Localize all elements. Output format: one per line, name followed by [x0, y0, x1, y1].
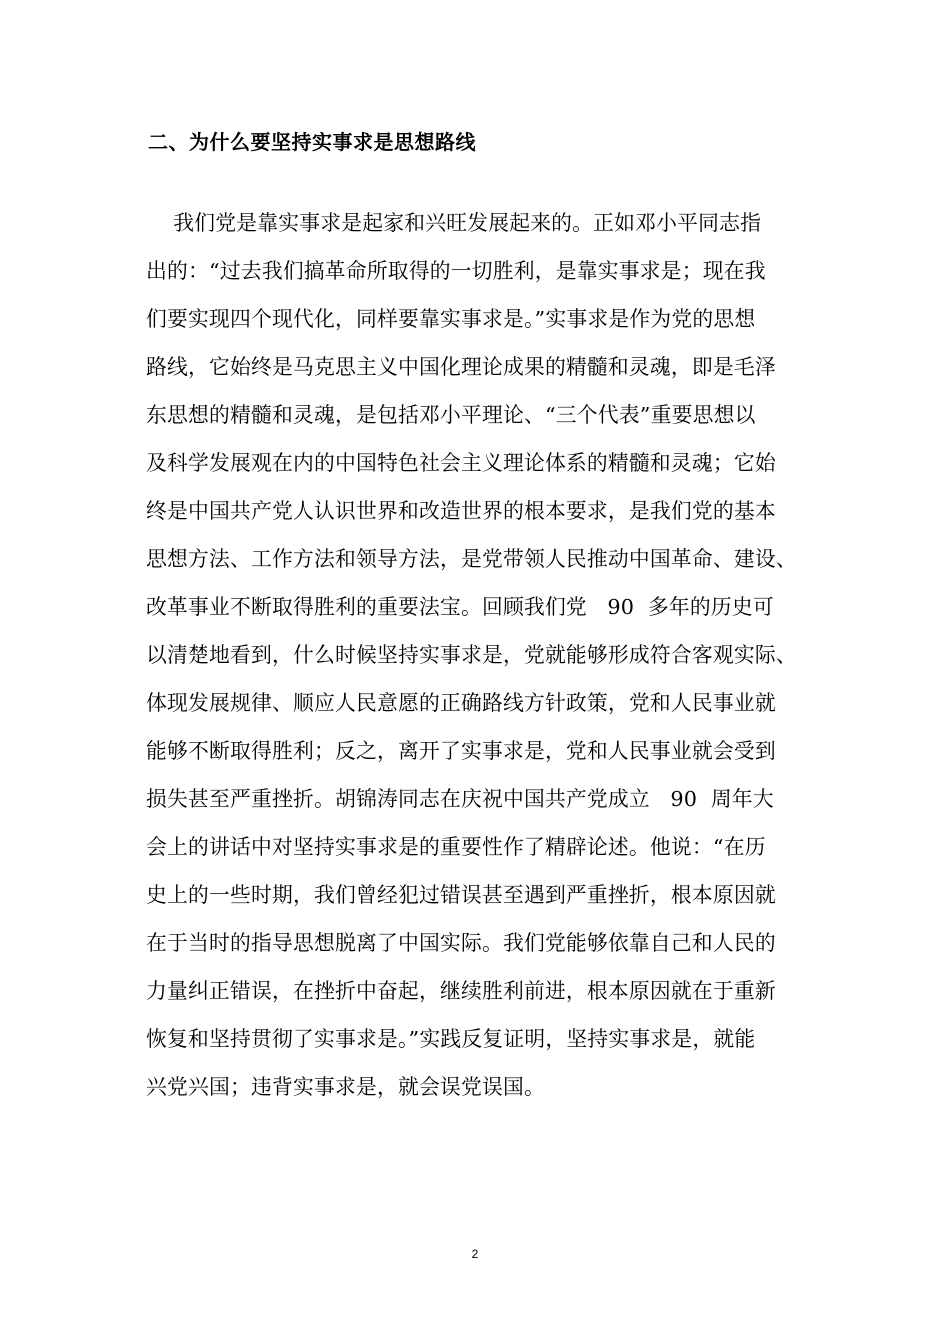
paragraph-line: 路线，它始终是马克思主义中国化理论成果的精髓和灵魂，即是毛泽: [146, 355, 776, 379]
paragraph-line: 损失甚至严重挫折。胡锦涛同志在庆祝中国共产党成立 90 周年大: [146, 787, 774, 811]
paragraph-line: 恢复和坚持贯彻了实事求是。”实践反复证明，坚持实事求是，就能: [146, 1027, 756, 1051]
paragraph-line: 及科学发展观在内的中国特色社会主义理论体系的精髓和灵魂；它始: [146, 451, 776, 475]
paragraph-line: 史上的一些时期，我们曾经犯过错误甚至遇到严重挫折，根本原因就: [146, 883, 776, 907]
paragraph-line: 东思想的精髓和灵魂，是包括邓小平理论、“三个代表”重要思想以: [146, 403, 756, 427]
paragraph-line: 们要实现四个现代化，同样要靠实事求是。”实事求是作为党的思想: [146, 307, 756, 331]
paragraph-line: 在于当时的指导思想脱离了中国实际。我们党能够依靠自己和人民的: [146, 931, 776, 955]
paragraph-line: 出的：“过去我们搞革命所取得的一切胜利，是靠实事求是；现在我: [146, 259, 766, 283]
paragraph-line: 终是中国共产党人认识世界和改造世界的根本要求，是我们党的基本: [146, 499, 776, 523]
paragraph-line: 思想方法、工作方法和领导方法，是党带领人民推动中国革命、建设、: [146, 547, 797, 571]
paragraph-line: 以清楚地看到，什么时候坚持实事求是，党就能够形成符合客观实际、: [146, 643, 797, 667]
section-heading: 二、为什么要坚持实事求是思想路线: [148, 130, 476, 154]
paragraph-line: 体现发展规律、顺应人民意愿的正确路线方针政策，党和人民事业就: [146, 691, 776, 715]
paragraph-line: 我们党是靠实事求是起家和兴旺发展起来的。正如邓小平同志指: [146, 211, 762, 235]
paragraph-line: 兴党兴国；违背实事求是，就会误党误国。: [146, 1075, 545, 1099]
paragraph-line: 改革事业不断取得胜利的重要法宝。回顾我们党 90 多年的历史可: [146, 595, 774, 619]
paragraph-line: 力量纠正错误，在挫折中奋起，继续胜利前进，根本原因就在于重新: [146, 979, 776, 1003]
page-number: 2: [471, 1247, 479, 1261]
paragraph-line: 会上的讲话中对坚持实事求是的重要性作了精辟论述。他说：“在历: [146, 835, 766, 859]
paragraph-line: 能够不断取得胜利；反之，离开了实事求是，党和人民事业就会受到: [146, 739, 776, 763]
